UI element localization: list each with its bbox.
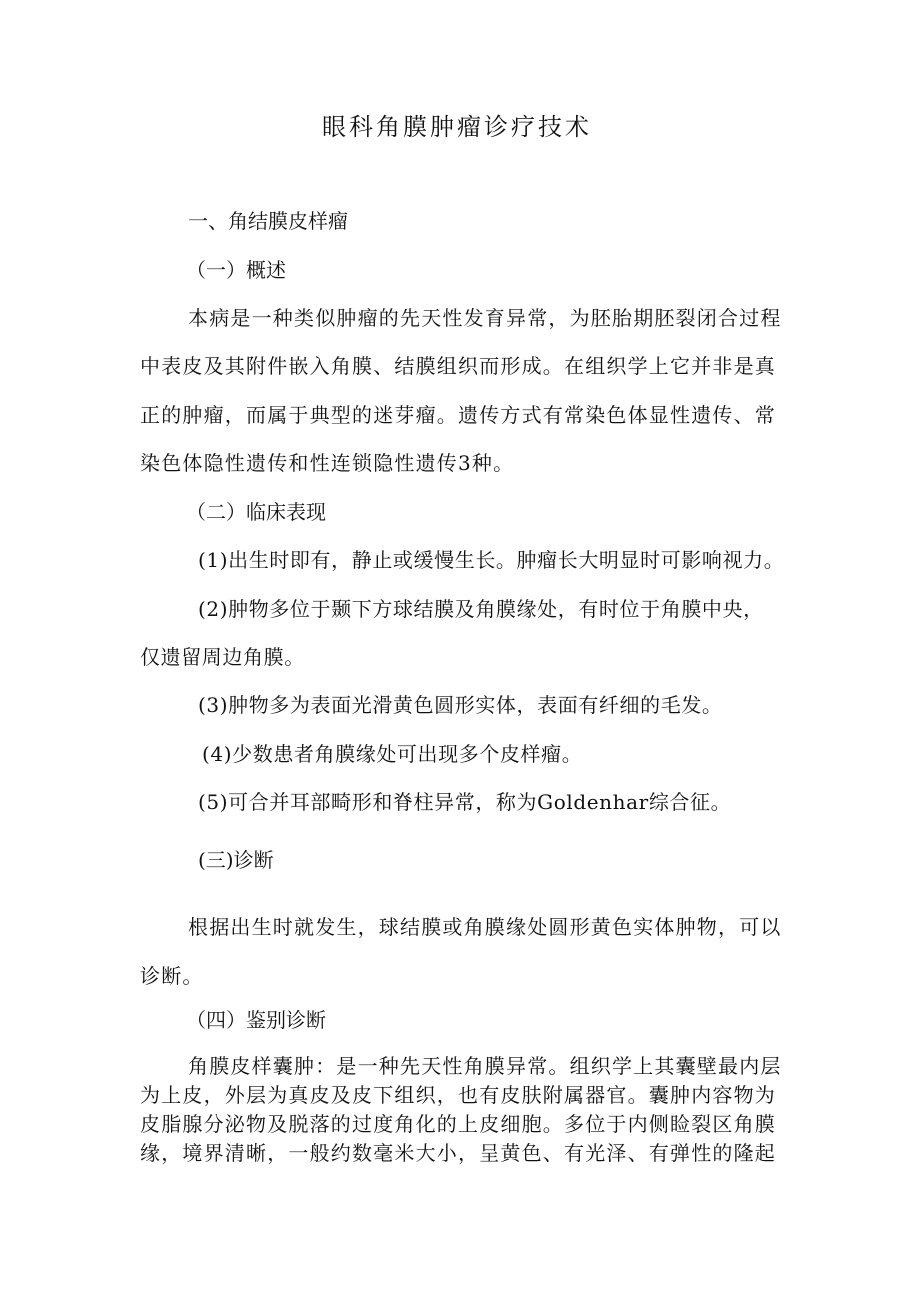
paragraph-line: 根据出生时就发生，球结膜或角膜缘处圆形黄色实体肿物，可以 xyxy=(188,915,782,939)
subsection-heading-overview: （一）概述 xyxy=(186,258,286,282)
list-item: (2)肿物多位于颞下方球结膜及角膜缘处，有时位于角膜中央， xyxy=(198,597,764,621)
subsection-heading-differential: （四）鉴别诊断 xyxy=(186,1008,326,1032)
list-item: (4)少数患者角膜缘处可出现多个皮样瘤。 xyxy=(202,742,583,766)
list-item: (1)出生时即有，静止或缓慢生长。肿瘤长大明显时可影响视力。 xyxy=(198,548,785,572)
paragraph-line: 皮脂腺分泌物及脱落的过度角化的上皮细胞。多位于内侧睑裂区角膜 xyxy=(140,1112,776,1136)
section-heading: 一、角结膜皮样瘤 xyxy=(188,209,348,233)
paragraph-line: 正的肿瘤，而属于典型的迷芽瘤。遗传方式有常染色体显性遗传、常 xyxy=(140,403,776,427)
list-item: (3)肿物多为表面光滑黄色圆形实体，表面有纤细的毛发。 xyxy=(198,693,723,717)
list-item-continuation: 仅遗留周边角膜。 xyxy=(140,645,305,669)
subsection-heading-clinical: （二）临床表现 xyxy=(186,500,326,524)
list-item: (5)可合并耳部畸形和脊柱异常，称为Goldenhar综合征。 xyxy=(198,790,732,814)
paragraph-line: 角膜皮样囊肿：是一种先天性角膜异常。组织学上其囊壁最内层 xyxy=(188,1054,782,1078)
paragraph-line: 中表皮及其附件嵌入角膜、结膜组织而形成。在组织学上它并非是真 xyxy=(140,354,776,378)
document-title: 眼科角膜肿瘤诊疗技术 xyxy=(322,113,592,141)
paragraph-line: 为上皮，外层为真皮及皮下组织，也有皮肤附属器官。囊肿内容物为 xyxy=(140,1083,776,1107)
paragraph-line: 本病是一种类似肿瘤的先天性发育异常，为胚胎期胚裂闭合过程 xyxy=(188,306,782,330)
subsection-heading-diagnosis: (三)诊断 xyxy=(198,848,274,872)
paragraph-line: 缘，境界清晰，一般约数毫米大小，呈黄色、有光泽、有弹性的隆起 xyxy=(140,1141,776,1165)
paragraph-line: 染色体隐性遗传和性连锁隐性遗传3种。 xyxy=(140,451,515,475)
paragraph-line: 诊断。 xyxy=(140,964,204,988)
